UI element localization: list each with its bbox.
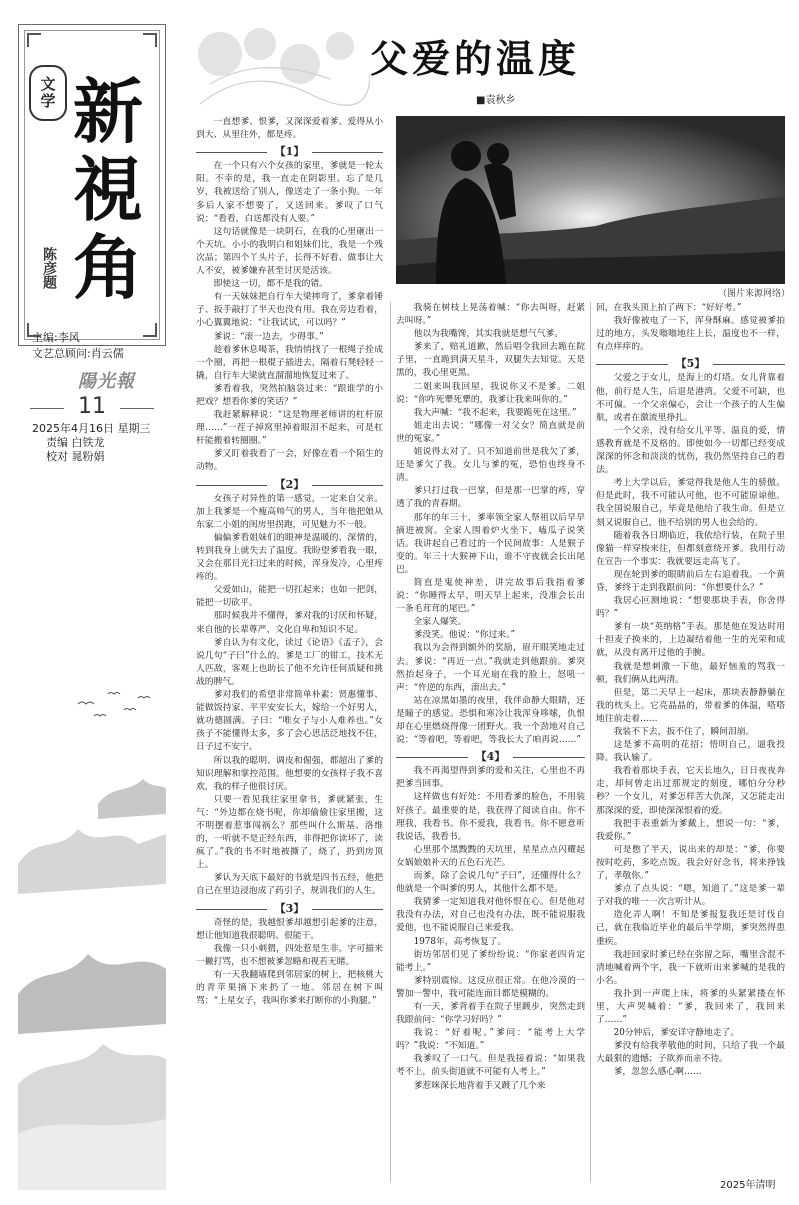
paragraph: 这是爹不高明的花招；悟明自己，逼我投降。我认输了。 [596, 740, 785, 764]
paragraph: 但是，第二天早上一起床，那块表静静躺在我的枕头上。它亮晶晶的，带着爹的体温，嗒嗒地往前走着…… [596, 687, 785, 724]
author-byline: ■袁秋乡 [476, 95, 516, 106]
paragraph: 现在轮到爹的眼睛前后左右追着我。一个黄昏，爹终于走到我跟前问：“你想要什么？” [596, 569, 785, 593]
paragraph: 女孩子对异性的第一感觉，一定来自父亲。加上我爹是一个瘦高帅气的男人，当年他把娘从东家二小姐的闺房里拐跑，可见魅力不一般。 [196, 493, 383, 530]
section-number: 【3】 [269, 902, 311, 915]
paragraph: 站在凉黑如墨的夜里，我伴命静大眼睛，还是瞳子的感觉。恐惧和寒冷让我浑身哆嗦，仇恨却在心里燃烧得像一团野火。我一个劲地对自己说：“等着吧，等着吧，等我长大了咱再说……” [396, 695, 585, 746]
paragraph: 爹惹咪深长地背着手又踱了几个来 [413, 1080, 546, 1091]
paragraph: 有一天我翻墙爬到邻居家的树上，把核桃大的青苹果摘下来扔了一地。邻居在树下叫骂：“上星女子，我叫你爹来打断你的小狗腿。” [196, 970, 383, 1007]
paragraph: 街坊邻居们见了爹纷纷说：“你家老四肯定能考上。” [396, 949, 585, 973]
proofreader: 校对 晁粉娟 [46, 450, 105, 463]
paragraph: 我看着那块手表，它天长地久，日日夜夜奔走，却何曾走出过那规定的刻度，哪怕分分秒秒？一个女儿，对爹怎样苦大仇深，又怎能走出那深深的爱，即使深深恨着的爱。 [596, 766, 785, 816]
section-number: 【1】 [269, 145, 311, 158]
paragraph: 只要一看见我往家里拿书，爹就紧张，生气：“外边都在烧书呢，你却偷偷往家里搬，这不明摆着惹事闯祸么？那些叫什么斯基、洛维的，一听就不是正经东西，非得把你读坏了，读疯了。”我的书不时地被撕了，烧了，扔到房顶上。 [196, 794, 383, 871]
section-heading [196, 478, 383, 491]
paragraph: 父爱之于女儿，是海上的灯塔。女儿背靠着他，前行是人生，后退是港湾。父爱不可缺，也不可偏。一个父亲偏心，会让一个孩子的人生偏航，或者在激流里挣扎。 [596, 373, 785, 423]
paragraph: 我猜爹一定知道我对他怀恨在心。但是他对我没有办法，对自己也没有办法，既不能说服我爱他，也不能说服自己来爱我。 [396, 897, 585, 934]
paragraph: 姐走出去说：“哪像一对父女？简直就是前世的冤家。” [396, 420, 585, 444]
page-number-rule [30, 408, 64, 409]
section-heading [196, 145, 383, 158]
paragraph: 爹点了点头说：“嗯，知道了。”这是爹一辈子对我的唯一一次言听计从。 [596, 884, 785, 908]
column-divider [390, 302, 391, 1182]
paragraph: 在一个只有六个女孩的家里，爹就是一轮太阳。不幸的是，我一直走在阴影里。忘了是几岁，我被送给了别人，像送走了一条小狗。一年多后人家不想要了，又送回来。爹叹了口气说：“看看，白送都没有人要。” [196, 161, 383, 224]
page-number-rule [120, 408, 154, 409]
frame-corner-ornament [27, 33, 41, 47]
section-number: 【2】 [269, 478, 311, 491]
paragraph: 爹没笑。他说：“你过来。” [413, 630, 515, 641]
paragraph: 我骑在树枝上晃荡着喊：“你去叫呀，赶紧去叫呀。” [396, 303, 585, 327]
paper-name: 陽光報 [78, 371, 135, 392]
section-heading [596, 357, 785, 370]
paragraph: 姐说得太对了。只不知道前世是我欠了爹，还是爹欠了我。女儿与爹的冤，恐怕也终身不清。 [396, 447, 585, 484]
paragraph: 偏偏爹看姐妹们的眼神是温暖的、深情的，转到我身上就失去了温度。我盼望爹看我一眼，又会在那目光扫过来的时候，浑身发冷，心里疼疼的。 [196, 532, 383, 583]
responsible-editor: 责编 白铁龙 [46, 436, 105, 449]
paragraph: 二姐来叫我回屋，我说你又不是爹。二姐说：“你咋死犟死犟的，我爹让我来叫你的。” [396, 381, 585, 405]
paragraph: 我以为会得到额外的奖励，眉开眼笑地走过去。爹说：“再近一点。”我就走到他跟前。爹突然抬起身子，一个耳光扇在我的脸上，怒吼一声：“忤逆的东西，滚出去。” [396, 643, 585, 693]
paragraph: 爹有一块“英纳格”手表。那是他在发达时用十担麦子换来的，上边凝结着他一生的光荣和成就，从没有离开过他的手腕。 [596, 622, 785, 659]
paragraph: 爹看着我，突然拍脑袋过来：“跟谁学的小把戏？想看你爹的笑话？” [196, 383, 383, 407]
paragraph: 我赶紧解释说：“这是物理老师讲的杠杆原理……”一茬子掉窝里掉着眼泪不起来，可是杠杆能搬着转圈圈。” [196, 410, 383, 447]
issue-date: 2025年4月16日 星期三 [32, 422, 151, 435]
paragraph: 我不再渴望得到爹的爱和关注，心里也不再把爹当回事。 [396, 766, 585, 790]
photo-caption: （图片来源网络） [717, 289, 790, 299]
paragraph: 1978年，高考恢复了。 [413, 936, 507, 947]
paragraph: 爹特别震惊。这反应很正常。在他冷漠的一警加一警中，我可能连面目都是模糊的。 [396, 975, 585, 999]
ink-landscape-illustration [18, 664, 166, 1190]
article-title: 父爱的温度 [370, 36, 581, 81]
paragraph: 我爹叹了一口气。但是我接着说：“如果我考不上，前头街道就不可能有人考上。” [396, 1054, 585, 1078]
paragraph: 爹又盯着我看了一会，好像在看一个陌生的动物。 [196, 449, 383, 473]
paragraph: 我好像被电了一下，浑身酥麻。感觉被爹拍过的地方，头发嗡嗡地往上长，温度也不一样，有点痒痒的。 [596, 316, 785, 353]
decorative-flower-art [190, 24, 370, 114]
paragraph: 他以为我嘴馋，其实我就是想气气爹。 [413, 329, 564, 340]
calligrapher-signature: 陈彦题 [41, 247, 57, 289]
paragraph: 可是憋了半天，说出来的却是：“爹，你要按时吃药，多吃点饭。我会好好念书，将来挣钱了，孝敬你。” [596, 844, 785, 882]
text-column-2 [396, 302, 585, 1196]
paragraph: 爹对我们的希望非常简单朴素：贤惠懂事、能做饭持家、平平安安长大，嫁给一个好男人，就功德圆满。子曰：“唯女子与小人难养也。”女孩子不能懂得太多，多了会心思活泛地找不住，日子过不安宁。 [196, 690, 383, 753]
paragraph: 爹，忽忽么感心啊…… [613, 1067, 702, 1078]
article-date-signature: 2025年清明 [720, 1180, 776, 1191]
paragraph: 所以我的聪明、调皮和倔强，都超出了爹的知识理解和掌控范围。他想要的女孩样子我不喜欢，我的样子他很讨厌。 [196, 755, 383, 792]
issue-meta [32, 422, 166, 464]
father-daughter-sunset-photo [396, 116, 785, 284]
flying-birds-icon [78, 693, 150, 717]
paragraph: 有一天妹妹把自行车大梁摔弯了，爹拿着锤子、扳手敲打了半天也没有用。我在旁边看着，小心翼翼地说：“让我试试，可以吗？” [196, 292, 383, 329]
paragraph: 这句话就像是一块阴石，在我的心里砸出一个天坑。小小的我明白和姐妹们比，我是一个残次品；第四个丫头片子，长得不好看、做事让大人不安，被爹嫌弃甚至讨厌是活该。 [196, 226, 383, 277]
paragraph: 我扑到一声爬上床，将爹的头紧紧搂在怀里，大声哭喊着：“爹，我回来了，我回来了……” [596, 988, 785, 1026]
paragraph: 爹来了，赔礼道歉，然后唱令我回去跪在院子里，一直跪到满天星斗，双腿失去知觉。天是黑的，我心里更黑。 [396, 342, 585, 379]
paragraph: 一个父亲，没有给女儿平等、温良的爱，情感教育就是不及格的。即使如今一切都已经变成深深的怀念和淡淡的忧伤，我仍然坚持自己的看法。 [596, 425, 785, 476]
section-heading [196, 902, 383, 915]
paragraph: 我大声喊：“我不起来，我要跪死在这里。” [413, 407, 577, 418]
masthead-panel [18, 24, 166, 1190]
paragraph: 我把手表重新为爹戴上，想说一句：“爹，我爱你。” [596, 818, 785, 842]
paragraph: 我像一只小刺猬，四处惹是生非。字可描来一撇打骂，也不想被爹忽略和视若无睹。 [196, 943, 383, 967]
paragraph: 20分钟后，爹安详守静地走了。 [613, 1028, 740, 1039]
paragraph: 爹说：“滚一边去，少碍事。” [213, 331, 324, 342]
paragraph: 爹自认为有文化，读过《论语》《孟子》，会说几句“子曰”什么的。爹是工厂的钳工，技术无人匹敌，客观上也助长了他不允许任何质疑和挑战的脾气。 [196, 637, 383, 687]
paragraph: 心里那个黑黢黢的天坑里，星星点点闪耀起女娲娘娘补天的五色石光芒。 [396, 844, 585, 868]
paragraph: 有一天，爹背着手在院子里踱步，突然走到我跟前问：“你学习好吗？” [396, 1001, 585, 1026]
paragraph: 随着我各日期临近，我依给行装，在院子里像猫一样穿梭来往，但都刻意绕开爹。我用行动在宣告一个事实：我就要远走高飞了。 [596, 530, 785, 567]
paragraph: 趁着爹休息喝茶，我悄悄找了一根绳子拴成一个圈，再把一根棍子插进去，隔着石凳轻轻一撬，自行车大梁就直溜溜地恢复过来了。 [196, 344, 383, 381]
paragraph: 我说：“好着呢。”爹问：“能考上大学吗？”我说：“不知道。” [396, 1028, 585, 1052]
paragraph: 爹只打过我一巴掌，但是那一巴掌的疼，穿透了我的青春期。 [396, 486, 585, 510]
paragraph: 全家人爆笑。 [413, 617, 467, 628]
masthead-frame [18, 24, 166, 346]
column-badge: 文学 [29, 65, 67, 121]
paragraph: 简直是鬼使神差，讲完故事后我指着爹说：“你睡得太早，明天早上起来，没准会长出一条毛茸茸的尾巴。” [396, 577, 585, 615]
paragraph: 一直想爹、恨爹，又深深爱着爹。爱得从小到大、从里往外，都是疼。 [196, 117, 383, 141]
paragraph: 爹认为天底下最好的书就是四书五经，他把自己在里边浸泡成了药引子，规训我们的人生。 [196, 873, 383, 897]
paragraph: 奇怪的是，我越恨爹却越想引起爹的注意，想让他知道我很聪明、很能干。 [196, 917, 383, 941]
column-divider [590, 302, 591, 1182]
literary-advisor: 文艺总顾问:肖云儒 [32, 347, 124, 360]
section-number: 【5】 [670, 357, 712, 370]
paragraph: 爹没有给我孝敬他的时间，只给了我一个最大最狠的遗憾；子欲养而亲不待。 [596, 1041, 785, 1065]
credits [32, 330, 172, 362]
section-heading [396, 750, 585, 763]
paragraph: 我就是想刺激一下他，最好恼羞的骂我一顿，我们俩从此两清。 [596, 661, 785, 685]
text-column-3 [596, 302, 785, 1180]
frame-corner-ornament [143, 33, 157, 47]
paragraph: 那年的年三十，爹率领全家人祭祖以后早早摘进被窝。全家人围着炉火坐下，嗑瓜子说笑话。我讲起自己看过的一个民间故事：人是猴子变的。年三十大猴神下山，谁不守夜就会长出尾巴。 [396, 512, 585, 575]
paragraph: 而爹，除了会说几句“子曰”，还懂得什么？他就是一个叫爹的男人，其他什么都不是。 [396, 871, 585, 895]
column-name: 新視角 [73, 70, 143, 309]
paragraph: 考上大学以后，爹觉得我是他人生的骄傲。但是此时，我不可能认可他，也不可能原谅他。我全国说服自己，毕竟是他给了我生命。但是立刻又说服自己，他不给别的男人也会给的。 [596, 478, 785, 528]
paragraph: 我装不下去，扳不住了，瞬间泪崩。 [613, 727, 755, 737]
paragraph: 我居心叵测地说：“想要那块手表，你舍得吗？” [596, 596, 785, 620]
paragraph: 回，在我头顶上拍了两下：“好好考。” [596, 303, 742, 313]
paragraph: 造化弄人啊！不知是爹报复我还是讨伐自己，就在我临近毕业的最后半学期，爹突然得患重疾。 [596, 910, 785, 947]
paragraph: 这样做也有好处：不用看爹的脸色，不用装好孩子。最重要的是，我获得了阅读自由。你不理我，我看书。你不爱我，我看书。你不愿意听我说话，我看书。 [396, 792, 585, 842]
editor-in-chief: 主编:李风 [32, 331, 80, 344]
paragraph: 那时候我并不懂得，爹对我的讨厌和怀疑，来自他的长辈尊严、文化自卑和知识不足。 [196, 611, 383, 635]
page-number-block [18, 394, 166, 422]
paragraph: 父爱如山，能把一切扛起来；也如一把剑，能把一切砍平。 [196, 585, 383, 609]
paragraph: 即使这一切，都不是我的错。 [213, 279, 328, 290]
paragraph: 我赶回家时爹已经在弥留之际，嘴里含混不清地喊着两个字，我一下就听出来爹喊的是我的小名。 [596, 949, 785, 986]
page-number: 11 [78, 394, 106, 419]
text-column-1 [196, 116, 383, 1196]
section-number: 【4】 [470, 750, 512, 763]
